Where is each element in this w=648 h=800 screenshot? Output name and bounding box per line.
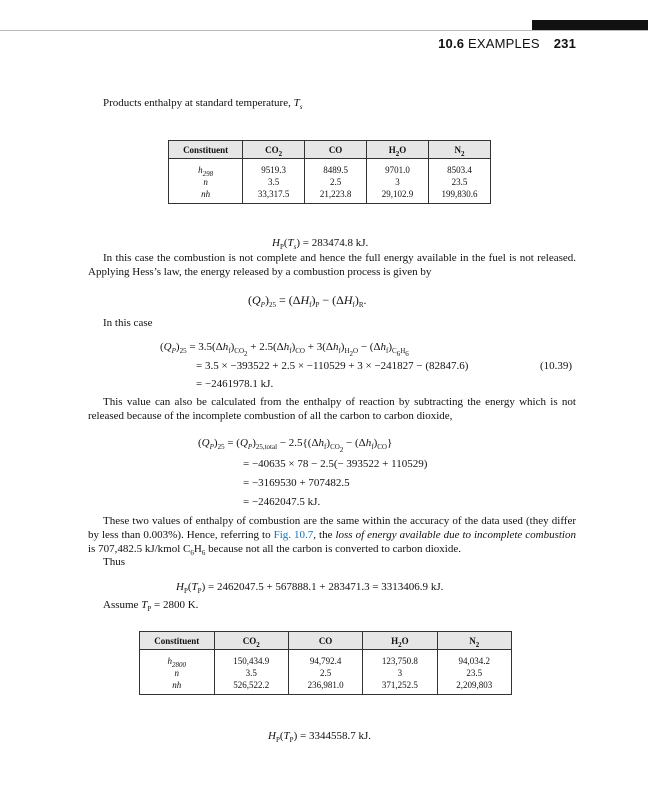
table-row: nh 526,522.2 236,981.0 371,252.5 2,209,803: [140, 679, 512, 695]
eq-10-39-line-3: = −2461978.1 kJ.: [196, 378, 274, 390]
col-header: $CO_2$: [214, 632, 288, 650]
section-number: 10.6: [438, 36, 465, 51]
col-header: $N_2$: [429, 141, 491, 159]
paragraph-3: These two values of enthalpy of combustion are the same within the accuracy of the data used (they differ by less than 0.003%). Hence, referring to Fig. 10.7, the loss of energy available due to incomplete combustion is 707,482.5 kJ/kmol $C_6H_6$ because not all the carbon is converted to carbon dioxide.: [88, 515, 576, 557]
col-header: $CO_2$: [243, 141, 305, 159]
eq-alt-line-1: $(Q_P)_{25} = (Q_P)_{25,total} - 2.5\{(\Delta h_f)_{CO_2} - (\Delta h_f)_{CO}\}$: [198, 437, 393, 454]
col-header: CO: [288, 632, 362, 650]
eq-10-39-line-1: $(Q_P)_{25} = 3.5(\Delta h_f)_{CO_2} + 2.5(\Delta h_f)_{CO} + 3(\Delta h_f)_{H_2O} - (\Delta h_f)_{C_6H_6}$: [160, 341, 409, 358]
header-bar: [532, 20, 648, 30]
running-head: [438, 36, 576, 51]
col-header: $H_2O$: [363, 632, 437, 650]
paragraph-2: This value can also be calculated from the enthalpy of reaction by subtracting the energy which is not released because of the incomplete combustion of all the carbon to carbon dioxide,: [88, 396, 576, 422]
eq-hess-law: $(Q_P)_{25} = (\Delta H_f)_P - (\Delta H_f)_R$.: [248, 293, 367, 309]
eq-hp-ts: $H_P(T_s) = 283474.8$ kJ.: [272, 237, 369, 251]
figure-link[interactable]: Fig. 10.7: [273, 529, 314, 541]
table-row: n 3.5 2.5 3 23.5: [169, 176, 491, 188]
table-row: nh 33,317.5 21,223.8 29,102.9 199,830.6: [169, 188, 491, 204]
products-enthalpy-table-298: [168, 140, 491, 204]
section-title: EXAMPLES: [468, 36, 540, 51]
table-row: $h_{298}$ 9519.3 8489.5 9701.0 8503.4: [169, 159, 491, 177]
in-this-case: In this case: [103, 317, 153, 329]
products-enthalpy-table-2800: [139, 631, 512, 695]
col-header: $N_2$: [437, 632, 511, 650]
eq-final: $H_P(T_P) = 3344558.7$ kJ.: [268, 730, 371, 744]
page-number: 231: [553, 36, 576, 51]
eq-number-10-39: (10.39): [540, 360, 573, 372]
col-header: Constituent: [169, 141, 243, 159]
eq-hp-tp: $H_P(T_P) = 2462047.5 + 567888.1 + 283471.3 = 3313406.9$ kJ.: [176, 581, 444, 595]
table-row: n 3.5 2.5 3 23.5: [140, 667, 512, 679]
col-header: CO: [305, 141, 367, 159]
eq-10-39-line-2: = 3.5 × −393522 + 2.5 × −110529 + 3 × −241827 − (82847.6): [196, 360, 469, 372]
thus: Thus: [103, 556, 125, 568]
table-row: $h_{2800}$ 150,434.9 94,792.4 123,750.8 94,034.2: [140, 650, 512, 668]
header-rule: [0, 30, 648, 31]
eq-alt-line-4: = −2462047.5 kJ.: [243, 496, 321, 508]
eq-alt-line-3: = −3169530 + 707482.5: [243, 477, 350, 489]
paragraph-1: In this case the combustion is not complete and hence the full energy available in the fuel is not released. Applying Hess’s law, the energy released by a combustion process is given by: [88, 252, 576, 278]
col-header: Constituent: [140, 632, 215, 650]
eq-alt-line-2: = −40635 × 78 − 2.5(− 393522 + 110529): [243, 458, 428, 470]
intro-line: Products enthalpy at standard temperature, $T_s$: [103, 97, 303, 111]
assume-line: Assume $T_P = 2800$ K.: [103, 599, 199, 613]
col-header: $H_2O$: [367, 141, 429, 159]
